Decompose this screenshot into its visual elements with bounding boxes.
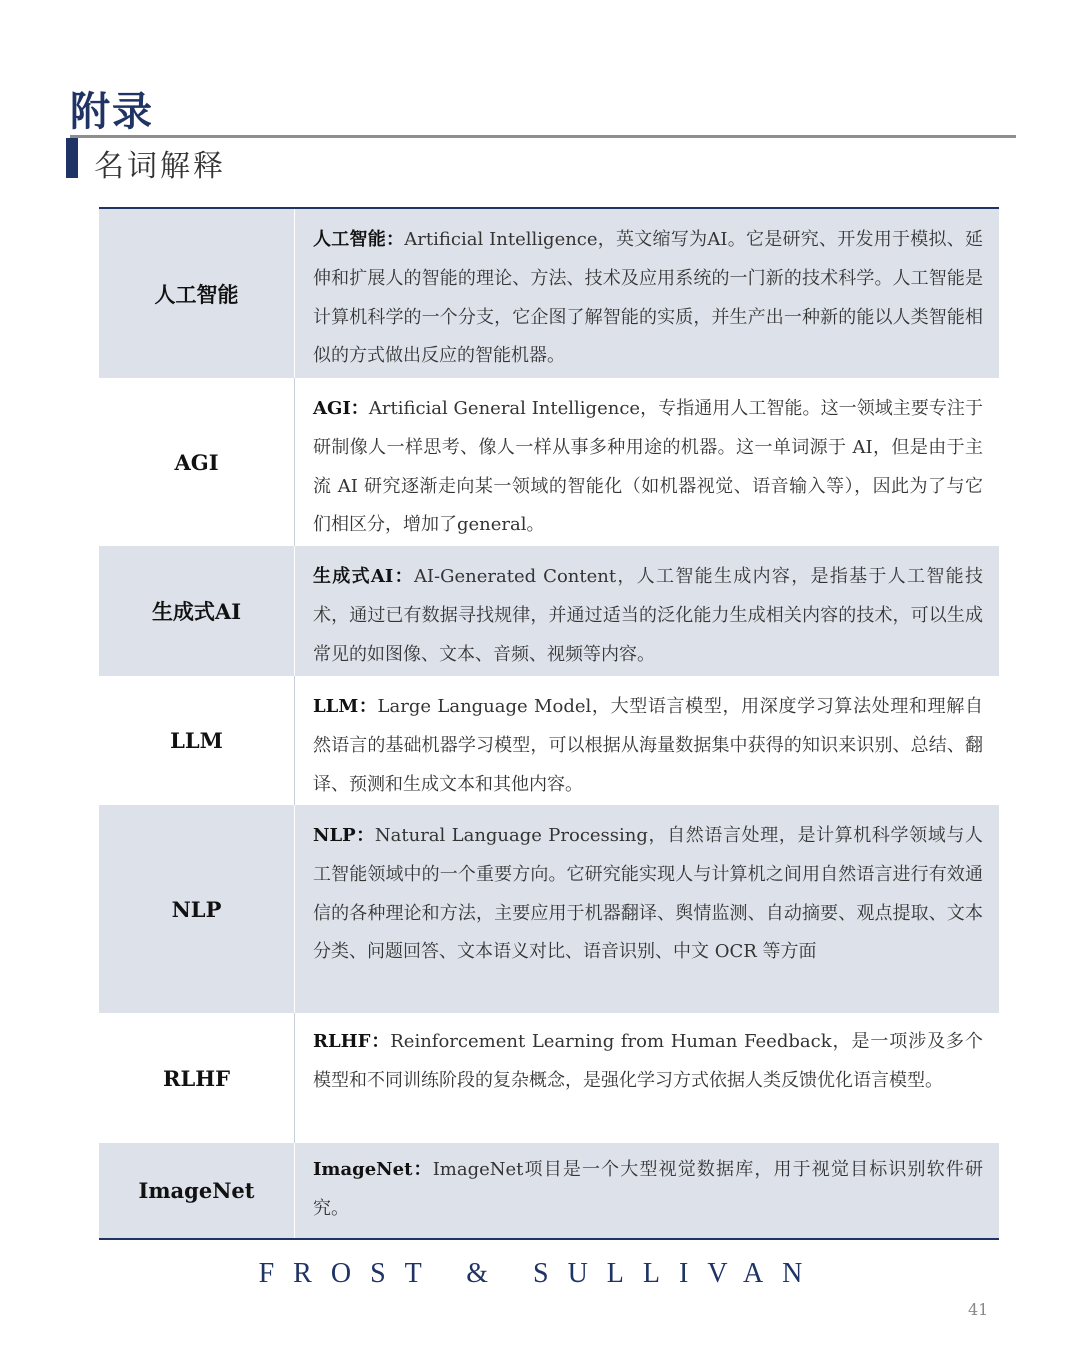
definition-label: LLM：: [313, 696, 378, 717]
glossary-definition: [295, 676, 999, 805]
definition-text: AI-Generated Content，人工智能生成内容，是指基于人工智能技术，通过已有数据寻找规律，并通过适当的泛化能力生成相关内容的技术，可以生成常见的如图像、文本、音频、视频等内容。: [313, 566, 983, 665]
frost-sullivan-logo: FROST & SULLIVAN: [258, 1258, 822, 1289]
definition-text: Artificial Intelligence，英文缩写为AI。它是研究、开发用于模拟、延伸和扩展人的智能的理论、方法、技术及应用系统的一门新的技术科学。人工智能是计算机科学的一个分支，它企图了解智能的实质，并生产出一种新的能以人类智能相似的方式做出反应的智能机器。: [313, 229, 983, 367]
glossary-row-generative-ai: [99, 546, 999, 676]
glossary-definition: [295, 805, 999, 1013]
definition-text: Artificial General Intelligence，专指通用人工智能。这一领域主要专注于研制像人一样思考、像人一样从事多种用途的机器。这一单词源于 AI，但是由于主流 AI 研究逐渐走向某一领域的智能化（如机器视觉、语音输入等），因此为了与它们相区分，增加了general。: [313, 398, 983, 536]
glossary-row-imagenet: [99, 1143, 999, 1238]
glossary-term: NLP: [171, 896, 222, 922]
glossary-row-ai: [99, 209, 999, 378]
glossary-term: LLM: [170, 728, 223, 753]
page-title: 附录: [70, 88, 154, 135]
definition-label: NLP：: [313, 825, 375, 846]
glossary-row-agi: [99, 378, 999, 546]
definition-label: ImageNet：: [313, 1159, 433, 1180]
glossary-term: AGI: [174, 449, 219, 475]
page-number: 41: [968, 1300, 989, 1319]
glossary-term: 生成式AI: [151, 599, 242, 624]
glossary-term: RLHF: [163, 1065, 230, 1091]
definition-text: Large Language Model，大型语言模型，用深度学习算法处理和理解自然语言的基础机器学习模型，可以根据从海量数据集中获得的知识来识别、总结、翻译、预测和生成文本和其他内容。: [313, 696, 983, 795]
glossary-definition: [295, 546, 999, 676]
glossary-definition: [295, 1143, 999, 1238]
title-divider: [70, 135, 1016, 138]
glossary-term: ImageNet: [138, 1178, 255, 1203]
glossary-row-rlhf: [99, 1013, 999, 1143]
glossary-term: 人工智能: [154, 281, 239, 307]
glossary-row-nlp: [99, 805, 999, 1013]
glossary-definition: [295, 209, 999, 378]
definition-label: 人工智能：: [313, 229, 405, 250]
glossary-table: [99, 207, 999, 1240]
section-title: 名词解释: [94, 149, 226, 184]
glossary-row-llm: [99, 676, 999, 805]
glossary-definition: [295, 378, 999, 546]
definition-text: Natural Language Processing，自然语言处理，是计算机科学领域与人工智能领域中的一个重要方向。它研究能实现人与计算机之间用自然语言进行有效通信的各种理论和方法，主要应用于机器翻译、舆情监测、自动摘要、观点提取、文本分类、问题回答、文本语义对比、语音识别、中文 OCR 等方面: [313, 825, 983, 963]
glossary-definition: [295, 1013, 999, 1143]
definition-text: ImageNet项目是一个大型视觉数据库，用于视觉目标识别软件研究。: [313, 1159, 983, 1219]
definition-text: Reinforcement Learning from Human Feedback，是一项涉及多个模型和不同训练阶段的复杂概念，是强化学习方式依据人类反馈优化语言模型。: [313, 1031, 983, 1091]
definition-label: 生成式AI：: [313, 566, 414, 587]
definition-label: AGI：: [313, 398, 369, 419]
definition-label: RLHF：: [313, 1031, 391, 1052]
section-accent-bar: [66, 138, 78, 178]
